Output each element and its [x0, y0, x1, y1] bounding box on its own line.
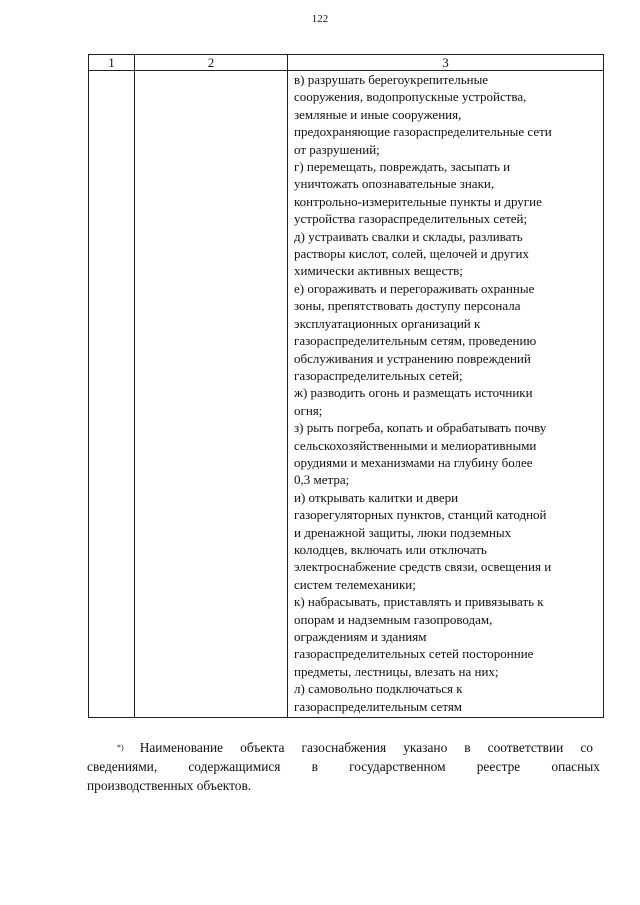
- text-line: и дренажной защиты, люки подземных: [294, 524, 512, 540]
- text-line: з) рыть погреба, копать и обрабатывать почву: [294, 420, 547, 436]
- text-line: д) устраивать свалки и склады, разливать: [294, 228, 523, 244]
- footnote-line-3: производственных объектов.: [87, 778, 252, 793]
- text-line: опорам и надземным газопроводам,: [294, 611, 493, 627]
- text-line: огня;: [294, 402, 323, 418]
- footnote-line-2: [87, 757, 600, 776]
- text-line: зоны, препятствовать доступу персонала: [294, 298, 521, 314]
- text-line: газораспределительных сетей;: [294, 367, 463, 383]
- page-number: 122: [311, 13, 329, 25]
- cell-col-1: [89, 71, 135, 718]
- text-line: газорегуляторных пунктов, станций катодной: [294, 507, 547, 523]
- table-header-row: [89, 55, 604, 71]
- text-line: сооружения, водопропускные устройства,: [294, 89, 527, 105]
- text-line: газораспределительных сетей посторонние: [294, 646, 534, 662]
- text-line: и) открывать калитки и двери: [294, 489, 459, 505]
- text-line: к) набрасывать, приставлять и привязывать к: [294, 594, 544, 610]
- text-line: орудиями и механизмами на глубину более: [294, 454, 533, 470]
- text-line: в) разрушать берегоукрепительные: [294, 72, 489, 87]
- text-line: предохраняющие газораспределительные сети: [294, 124, 552, 140]
- footnote-word: содержащимися: [188, 759, 281, 774]
- text-line: л) самовольно подключаться к: [294, 681, 463, 697]
- footnote-word: опасных: [551, 759, 600, 774]
- text-line: электроснабжение средств связи, освещения и: [294, 559, 552, 575]
- text-line: газораспределительным сетям: [294, 698, 463, 714]
- text-line: колодцев, включать или отключать: [294, 541, 487, 557]
- text-line: г) перемещать, повреждать, засыпать и: [294, 159, 511, 175]
- footnote-word: сведениями,: [87, 759, 158, 774]
- footnote-word: со: [580, 740, 593, 755]
- text-line: ж) разводить огонь и размещать источники: [294, 385, 533, 401]
- header-col-1: 1: [89, 55, 135, 71]
- text-line: эксплуатационных организаций к: [294, 315, 481, 331]
- footnote-word: государственном: [349, 759, 446, 774]
- table-row: [89, 71, 604, 718]
- text-line: устройства газораспределительных сетей;: [294, 211, 528, 227]
- footnote-word: в: [311, 759, 318, 774]
- text-line: 0,3 метра;: [294, 472, 350, 488]
- requirements-table: [88, 54, 604, 718]
- cell-col-2: [135, 71, 288, 718]
- footnote-marker: *): [117, 743, 124, 752]
- footnote-word: газоснабжения: [301, 740, 387, 755]
- footnote-word: в: [464, 740, 471, 755]
- footnote-word: соответствии: [487, 740, 564, 755]
- text-line: от разрушений;: [294, 141, 380, 157]
- text-line: контрольно-измерительные пункты и другие: [294, 193, 542, 209]
- text-line: ограждениям и зданиям: [294, 629, 427, 644]
- text-line: химически активных веществ;: [294, 263, 463, 279]
- footnote-word: объекта: [240, 740, 285, 755]
- text-line: обслуживания и устранению повреждений: [294, 350, 531, 366]
- restrictions-text-cell: [288, 71, 604, 718]
- footnote-word: указано: [403, 740, 448, 755]
- text-line: газораспределительным сетям, проведению: [294, 333, 537, 349]
- footnote-word: реестре: [476, 759, 521, 774]
- footnote: [87, 738, 600, 795]
- header-col-3: 3: [288, 55, 604, 71]
- text-line: предметы, лестницы, влезать на них;: [294, 663, 499, 679]
- header-col-2: 2: [135, 55, 288, 71]
- text-line: уничтожать опознавательные знаки,: [294, 176, 495, 192]
- text-line: е) огораживать и перегораживать охранные: [294, 280, 535, 296]
- text-line: растворы кислот, солей, щелочей и других: [294, 246, 530, 262]
- text-line: земляные и иные сооружения,: [294, 106, 462, 122]
- footnote-line-1: [87, 738, 600, 757]
- text-line: систем телемеханики;: [294, 576, 416, 592]
- text-line: сельскохозяйственными и мелиоративными: [294, 437, 537, 453]
- footnote-word: Наименование: [139, 740, 224, 755]
